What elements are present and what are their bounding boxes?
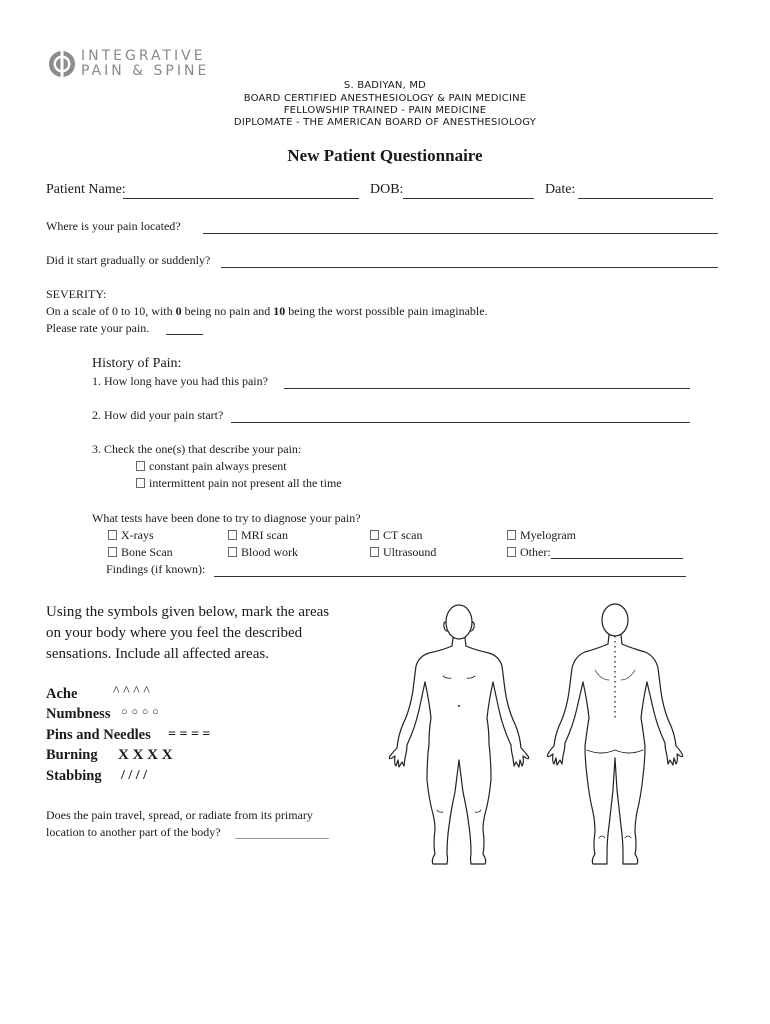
test-ct[interactable] [370, 528, 422, 543]
option-intermittent-label: intermittent pain not present all the time [149, 476, 342, 490]
checkbox-ultrasound[interactable] [370, 547, 379, 557]
test-bone-scan-label: Bone Scan [121, 545, 173, 559]
header-line-1: S. BADIYAN, MD [343, 80, 427, 91]
instructions-line-1: Using the symbols given below, mark the areas [46, 604, 330, 620]
test-blood-work-label: Blood work [241, 545, 298, 559]
header-line-2: BOARD CERTIFIED ANESTHESIOLOGY & PAIN MEDICINE [243, 93, 527, 104]
date-label: Date: [545, 182, 576, 197]
checkbox-other[interactable] [507, 547, 516, 557]
instructions-line-3: sensations. Include all affected areas. [46, 646, 269, 662]
page-title: New Patient Questionnaire [287, 146, 483, 165]
legend-numbness-symbol: ○ ○ ○ ○ [121, 706, 160, 718]
test-other[interactable] [507, 545, 551, 560]
pain-location-question: Where is your pain located? [46, 219, 181, 233]
checkbox-constant[interactable] [136, 461, 145, 471]
test-bone-scan[interactable] [108, 545, 173, 560]
severity-scale-pre: On a scale of 0 to 10, with [46, 304, 176, 318]
test-xrays[interactable] [108, 528, 154, 543]
option-constant-pain[interactable] [136, 459, 287, 474]
test-ct-label: CT scan [383, 528, 423, 542]
test-myelogram[interactable] [507, 528, 576, 543]
test-blood-work[interactable] [228, 545, 298, 560]
legend-ache-label: Ache [46, 686, 78, 702]
severity-heading: SEVERITY: [46, 287, 107, 301]
severity-zero: 0 [175, 304, 182, 318]
test-other-label: Other: [520, 545, 551, 559]
legend-numbness-label: Numbness [46, 706, 111, 722]
body-map-instructions [46, 602, 376, 665]
checkbox-mri[interactable] [228, 530, 237, 540]
pain-location-field[interactable] [203, 233, 718, 234]
checkbox-xrays[interactable] [108, 530, 117, 540]
header-line-3: FELLOWSHIP TRAINED - PAIN MEDICINE [283, 105, 487, 116]
legend-ache-symbol: ^ ^ ^ ^ [113, 684, 150, 699]
instructions-line-2: on your body where you feel the described [46, 625, 303, 641]
logo [48, 48, 208, 80]
body-front-figure[interactable] [385, 600, 535, 868]
findings-field[interactable] [214, 576, 686, 577]
history-q1-field[interactable] [284, 388, 690, 389]
radiate-question-line-2: location to another part of the body? [46, 825, 221, 839]
patient-name-field[interactable] [123, 198, 359, 199]
test-ultrasound-label: Ultrasound [383, 545, 437, 559]
severity-scale-text [46, 304, 488, 319]
header-line-4: DIPLOMATE - THE AMERICAN BOARD OF ANESTHESIOLOGY [233, 117, 537, 128]
severity-rate-label: Please rate your pain. [46, 321, 150, 335]
patient-name-label: Patient Name: [46, 182, 126, 197]
option-constant-label: constant pain always present [149, 459, 287, 473]
history-heading: History of Pain: [92, 356, 182, 371]
test-mri-label: MRI scan [241, 528, 288, 542]
checkbox-bone-scan[interactable] [108, 547, 117, 557]
legend-stabbing-symbol: / / / / [121, 768, 148, 783]
legend-pins-symbol: = = = = [168, 727, 211, 742]
legend-stabbing-label: Stabbing [46, 768, 102, 784]
checkbox-intermittent[interactable] [136, 478, 145, 488]
checkbox-myelogram[interactable] [507, 530, 516, 540]
radiate-question-line-1: Does the pain travel, spread, or radiate from its primary [46, 808, 313, 822]
dob-field[interactable] [403, 198, 534, 199]
pain-onset-question: Did it start gradually or suddenly? [46, 253, 211, 267]
radiate-field[interactable] [235, 838, 329, 839]
test-myelogram-label: Myelogram [520, 528, 576, 542]
severity-rating-field[interactable] [166, 334, 203, 335]
history-q1: 1. How long have you had this pain? [92, 374, 268, 388]
severity-scale-mid: being no pain and [181, 304, 274, 318]
history-q2-field[interactable] [231, 422, 690, 423]
dob-label: DOB: [370, 182, 404, 197]
tests-heading: What tests have been done to try to diagnose your pain? [92, 511, 361, 525]
severity-scale-post: being the worst possible pain imaginable. [285, 304, 488, 318]
findings-label: Findings (if known): [106, 562, 206, 576]
date-field[interactable] [578, 198, 713, 199]
checkbox-blood-work[interactable] [228, 547, 237, 557]
checkbox-ct[interactable] [370, 530, 379, 540]
test-other-field[interactable] [551, 558, 683, 559]
body-back-figure[interactable] [545, 600, 695, 868]
logo-line-1: INTEGRATIVE [81, 48, 206, 64]
option-intermittent-pain[interactable] [136, 476, 342, 491]
test-mri[interactable] [228, 528, 288, 543]
legend-pins-label: Pins and Needles [46, 727, 151, 743]
logo-mark-icon [48, 50, 76, 78]
test-xrays-label: X-rays [121, 528, 154, 542]
severity-ten: 10 [273, 304, 286, 318]
logo-line-2: PAIN & SPINE [81, 63, 210, 79]
test-ultrasound[interactable] [370, 545, 436, 560]
legend-burning-label: Burning [46, 747, 98, 763]
history-q2: 2. How did your pain start? [92, 408, 224, 422]
history-q3: 3. Check the one(s) that describe your pain: [92, 442, 302, 456]
legend-burning-symbol: X X X X [118, 747, 173, 763]
pain-onset-field[interactable] [221, 267, 718, 268]
